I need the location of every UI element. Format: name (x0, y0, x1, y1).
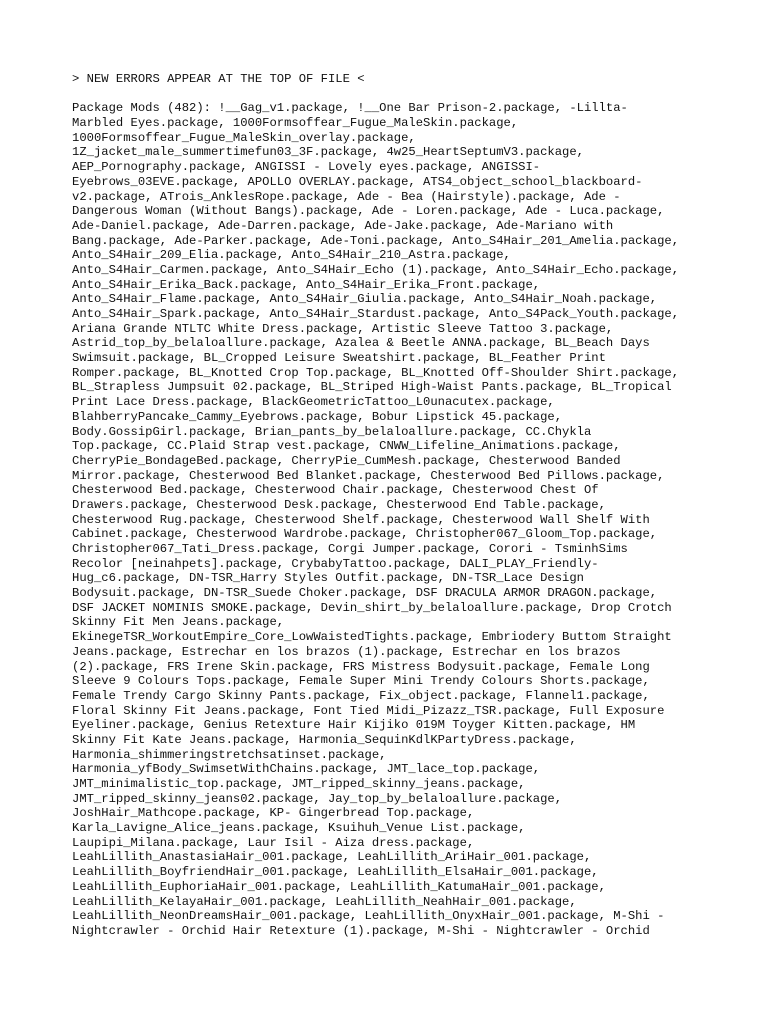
text-line: Karla_Lavigne_Alice_jeans.package, Ksuihuh_Venue List.package, (72, 821, 526, 836)
text-line: Anto_S4Hair_Flame.package, Anto_S4Hair_Giulia.package, Anto_S4Hair_Noah.package, (72, 292, 658, 307)
text-line: Astrid_top_by_belaloallure.package, Azalea & Beetle ANNA.package, BL_Beach Days (72, 336, 650, 351)
text-line: Drawers.package, Chesterwood Desk.package, Chesterwood End Table.package, (72, 497, 606, 512)
text-line: (2).package, FRS Irene Skin.package, FRS Mistress Bodysuit.package, Female Long (72, 659, 650, 674)
text-line: AEP_Pornography.package, ANGISSI - Lovely eyes.package, ANGISSI- (72, 160, 541, 175)
text-line: Ariana Grande NTLTC White Dress.package, Artistic Sleeve Tattoo 3.package, (72, 321, 614, 336)
text-line: Recolor [neinahpets].package, CrybabyTattoo.package, DALI_PLAY_Friendly- (72, 556, 599, 571)
text-line: Top.package, CC.Plaid Strap vest.package, CNWW_Lifeline_Animations.package, (72, 439, 621, 454)
text-line: Eyebrows_03EVE.package, APOLLO OVERLAY.package, ATS4_object_school_blackboard- (72, 174, 643, 189)
document-page (72, 72, 712, 939)
text-line: Cabinet.package, Chesterwood Wardrobe.package, Christopher067_Gloom_Top.package, (72, 527, 658, 542)
text-line: Marbled Eyes.package, 1000Formsoffear_Fugue_MaleSkin.package, (72, 116, 519, 131)
text-line: Ade-Daniel.package, Ade-Darren.package, Ade-Jake.package, Ade-Mariano with (72, 218, 614, 233)
text-line: Chesterwood Rug.package, Chesterwood Shelf.package, Chesterwood Wall Shelf With (72, 512, 650, 527)
text-line: BL_Strapless Jumpsuit 02.package, BL_Striped High-Waist Pants.package, BL_Tropical (72, 380, 672, 395)
text-line: Sleeve 9 Colours Tops.package, Female Super Mini Trendy Colours Shorts.package, (72, 674, 650, 689)
text-line: LeahLillith_AnastasiaHair_001.package, LeahLillith_AriHair_001.package, (72, 850, 592, 865)
text-line: 1Z_jacket_male_summertimefun03_3F.package, 4w25_HeartSeptumV3.package, (72, 145, 584, 160)
text-line: LeahLillith_EuphoriaHair_001.package, LeahLillith_KatumaHair_001.package, (72, 879, 606, 894)
text-line: Eyeliner.package, Genius Retexture Hair Kijiko 019M Toyger Kitten.package, HM (72, 718, 636, 733)
document-header: > NEW ERRORS APPEAR AT THE TOP OF FILE < (72, 72, 365, 86)
text-line: Jeans.package, Estrechar en los brazos (1).package, Estrechar en los brazos (72, 644, 621, 659)
text-line: Harmonia_yfBody_SwimsetWithChains.package, JMT_lace_top.package, (72, 762, 541, 777)
text-line: EkinegeTSR_WorkoutEmpire_Core_LowWaistedTights.package, Embriodery Buttom Straight (72, 630, 672, 645)
text-line: Bodysuit.package, DN-TSR_Suede Choker.package, DSF DRACULA ARMOR DRAGON.package, (72, 586, 658, 601)
text-line: Romper.package, BL_Knotted Crop Top.package, BL_Knotted Off-Shoulder Shirt.package, (72, 365, 680, 380)
text-line: LeahLillith_NeonDreamsHair_001.package, LeahLillith_OnyxHair_001.package, M-Shi - (72, 909, 665, 924)
text-line: Bang.package, Ade-Parker.package, Ade-Toni.package, Anto_S4Hair_201_Amelia.package, (72, 233, 680, 248)
package-list (72, 101, 712, 938)
text-line: Harmonia_shimmeringstretchsatinset.package, (72, 747, 387, 762)
text-line: Skinny Fit Men Jeans.package, (72, 615, 285, 630)
text-line: Skinny Fit Kate Jeans.package, Harmonia_SequinKdlKPartyDress.package, (72, 732, 577, 747)
text-line: Chesterwood Bed.package, Chesterwood Chair.package, Chesterwood Chest Of (72, 483, 599, 498)
text-line: Laupipi_Milana.package, Laur Isil - Aiza dress.package, (72, 835, 475, 850)
text-line: Female Trendy Cargo Skinny Pants.package, Fix_object.package, Flannel1.package, (72, 688, 650, 703)
text-line: Package Mods (482): !__Gag_v1.package, !__One Bar Prison-2.package, -Lillta- (72, 101, 628, 116)
text-line: Body.GossipGirl.package, Brian_pants_by_belaloallure.package, CC.Chykla (72, 424, 592, 439)
text-line: Anto_S4Hair_209_Elia.package, Anto_S4Hair_210_Astra.package, (72, 248, 511, 263)
text-line: 1000Formsoffear_Fugue_MaleSkin_overlay.package, (72, 130, 416, 145)
text-line: LeahLillith_KelayaHair_001.package, LeahLillith_NeahHair_001.package, (72, 894, 577, 909)
text-line: Dangerous Woman (Without Bangs).package, Ade - Loren.package, Ade - Luca.package, (72, 204, 665, 219)
text-line: Nightcrawler - Orchid Hair Retexture (1).package, M-Shi - Nightcrawler - Orchid (72, 923, 650, 938)
text-line: JoshHair_Mathcope.package, KP- Gingerbread Top.package, (72, 806, 475, 821)
text-line: BlahberryPancake_Cammy_Eyebrows.package, Bobur Lipstick 45.package, (72, 409, 563, 424)
text-line: JMT_ripped_skinny_jeans02.package, Jay_top_by_belaloallure.package, (72, 791, 563, 806)
text-line: Anto_S4Hair_Spark.package, Anto_S4Hair_Stardust.package, Anto_S4Pack_Youth.package, (72, 307, 680, 321)
text-line: JMT_minimalistic_top.package, JMT_ripped_skinny_jeans.package, (72, 777, 526, 791)
text-line: LeahLillith_BoyfriendHair_001.package, LeahLillith_ElsaHair_001.package, (72, 865, 599, 880)
text-line: CherryPie_BondageBed.package, CherryPie_CumMesh.package, Chesterwood Banded (72, 453, 621, 468)
text-line: Anto_S4Hair_Carmen.package, Anto_S4Hair_Echo (1).package, Anto_S4Hair_Echo.package, (72, 262, 680, 277)
text-line: Christopher067_Tati_Dress.package, Corgi Jumper.package, Corori - TsminhSims (72, 542, 628, 556)
text-line: v2.package, ATrois_AnklesRope.package, Ade - Bea (Hairstyle).package, Ade - (72, 189, 621, 204)
text-line: Floral Skinny Fit Jeans.package, Font Tied Midi_Pizazz_TSR.package, Full Exposure (72, 703, 665, 718)
text-line: Hug_c6.package, DN-TSR_Harry Styles Outfit.package, DN-TSR_Lace Design (72, 571, 584, 586)
text-line: Anto_S4Hair_Erika_Back.package, Anto_S4Hair_Erika_Front.package, (72, 277, 541, 292)
text-line: Swimsuit.package, BL_Cropped Leisure Sweatshirt.package, BL_Feather Print (72, 351, 606, 366)
text-line: Print Lace Dress.package, BlackGeometricTattoo_L0unacutex.package, (72, 395, 555, 410)
text-line: Mirror.package, Chesterwood Bed Blanket.package, Chesterwood Bed Pillows.package, (72, 468, 665, 483)
text-line: DSF JACKET NOMINIS SMOKE.package, Devin_shirt_by_belaloallure.package, Drop Crotch (72, 600, 672, 615)
